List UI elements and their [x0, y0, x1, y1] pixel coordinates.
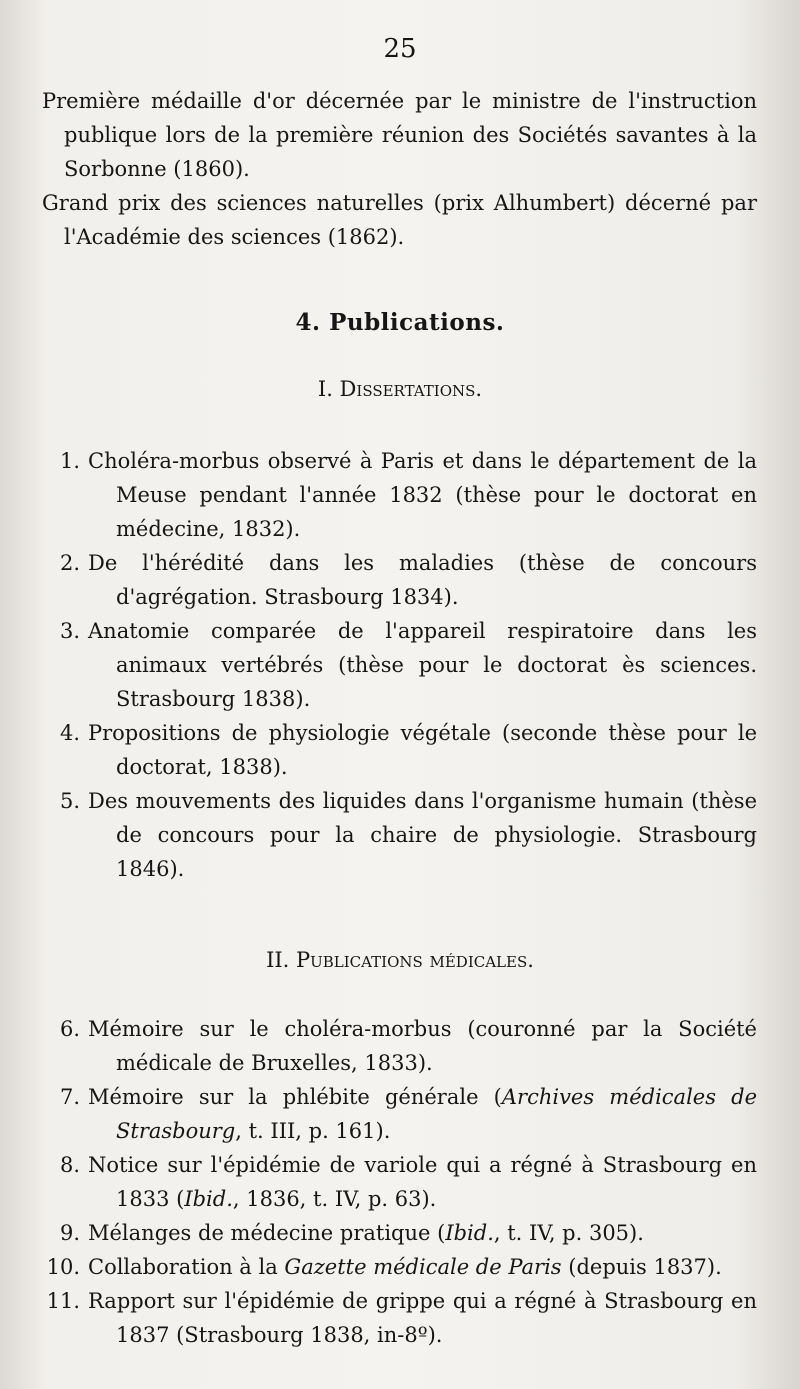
item-number: 1.	[59, 449, 80, 473]
item-text	[88, 1216, 757, 1250]
list-item	[42, 546, 757, 614]
list-item	[42, 716, 757, 784]
intro-paragraph-2: Grand prix des sciences naturelles (prix Alhumbert) décerné par l'Académie des sciences (1862).	[42, 191, 757, 249]
item-text-b: , 1836, t. IV, p. 63).	[232, 1187, 437, 1211]
list-item	[42, 1080, 757, 1148]
intro-paragraph-1: Première médaille d'or décernée par le ministre de l'instruction publique lors de la première réunion des Sociétés savantes à la Sorbonne (1860).	[42, 89, 757, 181]
item-number: 3.	[59, 619, 80, 643]
item-text-italic: Archives médicales de Strasbourg	[116, 1085, 758, 1143]
item-text	[88, 1148, 757, 1216]
item-number: 11.	[46, 1289, 80, 1313]
list-item	[42, 444, 757, 546]
subsection-2-title: II. Publications médicales.	[266, 948, 534, 972]
list-item	[42, 784, 757, 886]
item-text-b: (depuis 1837).	[561, 1255, 722, 1279]
subsection-1-title: I. Dissertations.	[317, 377, 483, 401]
intro-block	[42, 84, 757, 254]
item-text: Anatomie comparée de l'appareil respiratoire dans les animaux vertébrés (thèse pour le doctorat ès sciences. Strasbourg 1838).	[88, 619, 757, 711]
item-number: 2.	[59, 551, 80, 575]
item-number: 9.	[59, 1221, 80, 1245]
item-text: Rapport sur l'épidémie de grippe qui a régné à Strasbourg en 1837 (Strasbourg 1838, in-8º).	[88, 1289, 757, 1347]
item-text: Mémoire sur le choléra-morbus (couronné par la Société médicale de Bruxelles, 1833).	[88, 1017, 757, 1075]
item-number: 8.	[59, 1153, 80, 1177]
item-text-italic: Ibid.	[445, 1221, 494, 1245]
section-title: 4. Publications.	[295, 309, 505, 336]
item-text-italic: Ibid.	[184, 1187, 233, 1211]
item-text: Propositions de physiologie végétale (seconde thèse pour le doctorat, 1838).	[88, 721, 757, 779]
item-number: 10.	[46, 1255, 80, 1279]
dissertations-list	[42, 444, 757, 886]
item-text: Des mouvements des liquides dans l'organisme humain (thèse de concours pour la chaire de physiologie. Strasbourg 1846).	[88, 789, 757, 881]
item-number: 7.	[59, 1085, 80, 1109]
item-text-italic: Gazette médicale de Paris	[284, 1255, 562, 1279]
item-text-a: Notice sur l'épidémie de variole qui a régné à Strasbourg en 1833 (	[88, 1153, 757, 1211]
item-text	[88, 1080, 757, 1148]
item-number: 6.	[59, 1017, 80, 1041]
item-number: 5.	[59, 789, 80, 813]
item-number: 4.	[59, 721, 80, 745]
list-item	[42, 1216, 757, 1250]
list-item	[42, 1250, 757, 1284]
list-item	[42, 1284, 757, 1352]
item-text-a: Mémoire sur la phlébite générale (	[88, 1085, 502, 1109]
item-text: Choléra-morbus observé à Paris et dans le département de la Meuse pendant l'année 1832 (thèse pour le doctorat en médecine, 1832).	[88, 449, 757, 541]
list-item	[42, 1012, 757, 1080]
list-item	[42, 1148, 757, 1216]
item-text-b: , t. III, p. 161).	[235, 1119, 391, 1143]
medical-publications-list	[42, 1012, 757, 1352]
item-text-a: Collaboration à la	[88, 1255, 285, 1279]
item-text-b: , t. IV, p. 305).	[493, 1221, 644, 1245]
item-text-a: Mélanges de médecine pratique (	[88, 1221, 446, 1245]
list-item	[42, 614, 757, 716]
page-number: 25	[383, 34, 417, 64]
item-text	[88, 1250, 757, 1284]
item-text: De l'hérédité dans les maladies (thèse de concours d'agrégation. Strasbourg 1834).	[88, 551, 757, 609]
